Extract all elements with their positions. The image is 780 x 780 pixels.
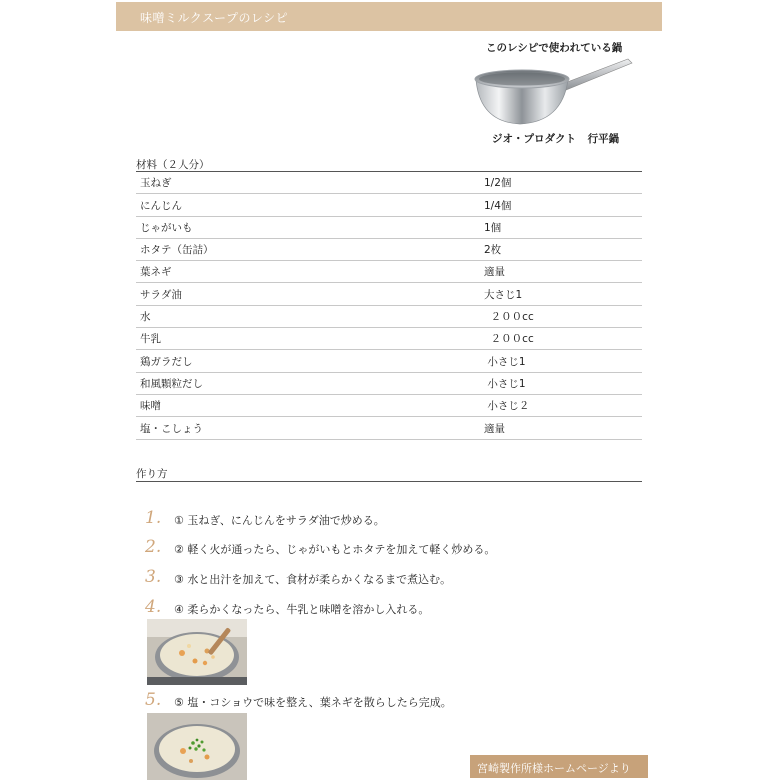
ingredient-row	[136, 239, 642, 261]
step-number: 5.	[145, 690, 162, 710]
ingredients-heading: 材料（２人分）	[136, 159, 210, 171]
ingredient-amount: ２００cc	[484, 311, 534, 324]
ingredient-name: にんじん	[140, 199, 182, 212]
credit-badge	[470, 755, 648, 778]
ingredient-amount: 1個	[484, 221, 502, 234]
ingredient-name: 和風顆粒だし	[140, 377, 203, 390]
ingredient-row	[136, 328, 642, 350]
step-number: 4.	[145, 597, 162, 617]
step-text: ④ 柔らかくなったら、牛乳と味噌を溶かし入れる。	[174, 603, 430, 616]
step-number: 3.	[145, 567, 162, 587]
ingredient-row	[136, 417, 642, 439]
ingredient-amount: 2枚	[484, 244, 502, 257]
step-number: 2.	[145, 537, 162, 557]
ingredient-row	[136, 373, 642, 395]
step-5-photo	[147, 713, 247, 780]
ingredient-name: 味噌	[140, 400, 161, 413]
step-text: ③ 水と出汁を加えて、食材が柔らかくなるまで煮込む。	[174, 573, 452, 586]
ingredient-name: サラダ油	[140, 288, 182, 301]
ingredient-amount: 適量	[484, 422, 505, 435]
ingredient-amount: 小さじ1	[484, 377, 526, 390]
page-title: 味噌ミルクスープのレシピ	[140, 11, 289, 25]
ingredient-row	[136, 306, 642, 328]
ingredient-name: 塩・こしょう	[140, 422, 203, 435]
ingredient-name: 牛乳	[140, 333, 161, 346]
ingredient-amount: 1/4個	[484, 199, 512, 212]
ingredient-amount: 1/2個	[484, 177, 512, 190]
ingredient-row	[136, 217, 642, 239]
ingredient-row	[136, 172, 642, 194]
ingredient-amount: ２００cc	[484, 333, 534, 346]
header-bar	[116, 2, 662, 31]
ingredient-name: ホタテ（缶詰）	[140, 244, 214, 257]
ingredient-row	[136, 261, 642, 283]
ingredient-name: 鶏ガラだし	[140, 355, 193, 368]
ingredient-row	[136, 283, 642, 305]
ingredient-amount: 適量	[484, 266, 505, 279]
step-text: ② 軽く火が通ったら、じゃがいもとホタテを加えて軽く炒める。	[174, 543, 496, 556]
step-text: ① 玉ねぎ、にんじんをサラダ油で炒める。	[174, 514, 385, 527]
pan-caption: このレシピで使われている鍋	[486, 42, 623, 54]
ingredient-amount: 小さじ２	[484, 400, 530, 413]
method-divider	[136, 481, 642, 482]
ingredients-table	[136, 172, 642, 440]
credit-text: 宮崎製作所様ホームページより	[477, 762, 631, 775]
ingredient-name: じゃがいも	[140, 221, 193, 234]
ingredient-name: 玉ねぎ	[140, 177, 172, 190]
ingredient-amount: 大さじ1	[484, 288, 523, 301]
ingredient-name: 水	[140, 311, 151, 324]
step-4-photo	[147, 619, 247, 685]
ingredient-row	[136, 395, 642, 417]
method-heading: 作り方	[136, 468, 168, 480]
ingredient-name: 葉ネギ	[140, 266, 172, 279]
ingredient-amount: 小さじ1	[484, 355, 526, 368]
ingredient-row	[136, 194, 642, 216]
pan-name: ジオ・プロダクト 行平鍋	[492, 133, 620, 145]
ingredient-row	[136, 350, 642, 372]
step-number: 1.	[145, 508, 162, 528]
step-text: ⑤ 塩・コショウで味を整え、葉ネギを散らしたら完成。	[174, 696, 452, 709]
pan-image	[470, 54, 636, 130]
